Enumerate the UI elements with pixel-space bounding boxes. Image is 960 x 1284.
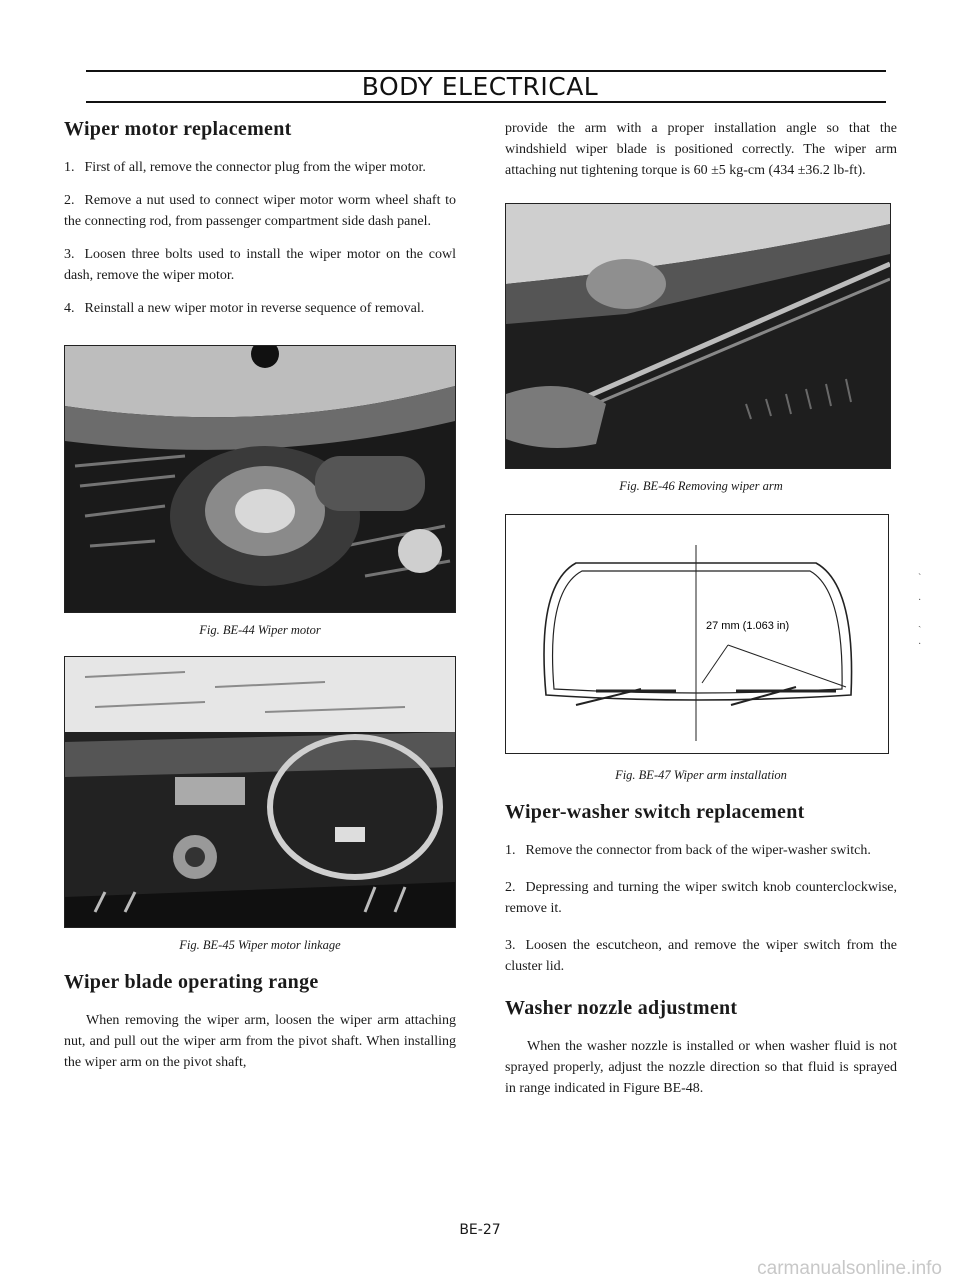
figure-caption-be-44: Fig. BE-44 Wiper motor (199, 623, 321, 637)
section-heading-wiper-blade-operating-range: Wiper blade operating range (64, 971, 319, 993)
step-3: 3. Loosen three bolts used to install the wiper motor on the cowl dash, remove the wiper motor. (64, 247, 456, 283)
watermark: carmanualsonline.info (757, 1258, 942, 1279)
step-1: 1. First of all, remove the connector plug from the wiper motor. (64, 160, 426, 175)
figure-caption-be-46: Fig. BE-46 Removing wiper arm (619, 479, 783, 493)
dimension-leader (702, 645, 728, 683)
left-column (64, 118, 456, 1085)
dimension-arrow (728, 645, 846, 687)
windshield-outline-outer (544, 563, 852, 700)
step-4: 4. Reinstall a new wiper motor in reverse sequence of removal. (64, 301, 425, 316)
switch-step-1: 1. Remove the connector from back of the wiper-washer switch. (505, 843, 871, 858)
section-heading-washer-nozzle-adjustment: Washer nozzle adjustment (505, 997, 738, 1019)
page-title: BODY ELECTRICAL (361, 72, 599, 101)
section-heading-wiper-washer-switch-replacement: Wiper-washer switch replacement (505, 801, 805, 823)
page-number: BE-27 (459, 1222, 501, 1238)
right-column (505, 118, 897, 1111)
header-rule-bottom (86, 101, 886, 103)
windshield-outline-inner (553, 571, 843, 693)
figure-caption-be-45: Fig. BE-45 Wiper motor linkage (179, 938, 341, 952)
figure-be-46 (505, 203, 897, 494)
washer-nozzle-text: When the washer nozzle is installed or when washer fluid is not sprayed properly, adjust the nozzle direction so that fluid is sprayed in range indicated in Figure BE-48. (505, 1039, 897, 1096)
figure-caption-be-47: Fig. BE-47 Wiper arm installation (615, 768, 787, 782)
intro-text: provide the arm with a proper installation angle so that the windshield wiper blade is positioned correctly. The wiper arm attaching nut tightening torque is 60 ±5 kg-cm (434 ±36.2 lb-ft). (505, 121, 897, 178)
margin-marks: ˋ · ˏ · (918, 573, 922, 650)
figure-be-45 (64, 656, 456, 953)
switch-step-3: 3. Loosen the escutcheon, and remove the wiper switch from the cluster lid. (505, 938, 897, 974)
wiper-motor-linkage-photo (64, 656, 456, 928)
figure-be-44 (64, 345, 456, 638)
switch-step-2: 2. Depressing and turning the wiper switch knob counterclockwise, remove it. (505, 880, 897, 916)
removing-wiper-arm-photo (505, 203, 891, 469)
dimension-label: 27 mm (1.063 in) (706, 620, 790, 632)
step-2: 2. Remove a nut used to connect wiper motor worm wheel shaft to the connecting rod, from passenger compartment side dash panel. (64, 193, 456, 229)
wiper-blade-range-text: When removing the wiper arm, loosen the wiper arm attaching nut, and pull out the wiper arm from the pivot shaft. When installing the wiper arm on the pivot shaft, (64, 1013, 456, 1070)
figure-be-47 (505, 514, 897, 783)
wiper-motor-photo (64, 345, 456, 613)
wiper-arm-installation-diagram (505, 514, 889, 754)
section-heading-wiper-motor-replacement: Wiper motor replacement (64, 118, 292, 140)
